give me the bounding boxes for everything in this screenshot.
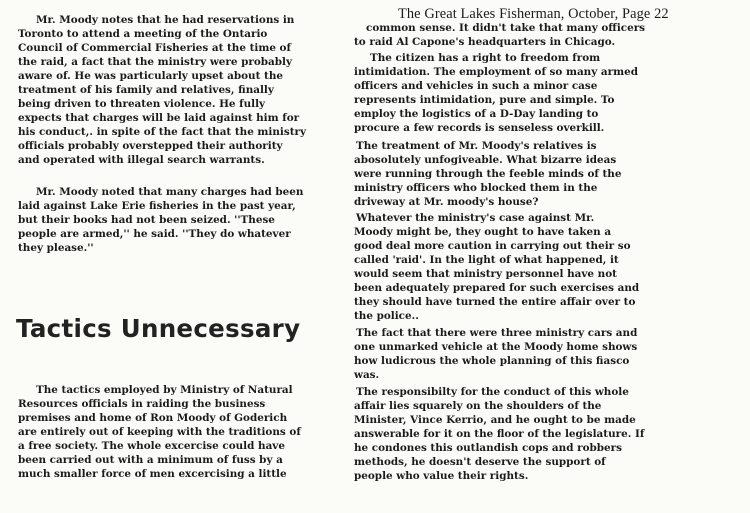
text-line: Mr. Moody notes that he had reservations in xyxy=(36,14,295,26)
text-line: one unmarked vehicle at the Moody home shows xyxy=(354,341,638,353)
section-heading: Tactics Unnecessary xyxy=(16,314,301,343)
text-line: the police.. xyxy=(354,310,419,322)
text-line: a free society. The whole excercise could have xyxy=(18,440,285,452)
text-line: people who value their rights. xyxy=(354,470,529,482)
text-line: represents intimidation, pure and simple. To xyxy=(354,94,615,106)
text-line: Mr. Moody noted that many charges had been xyxy=(36,186,304,198)
text-line: to raid Al Capone's headquarters in Chicago. xyxy=(354,36,616,48)
text-line: The treatment of Mr. Moody's relatives is xyxy=(356,140,597,152)
text-line: laid against Lake Erie fisheries in the past year, xyxy=(18,200,296,212)
text-line: how ludicrous the whole planning of this fiasco xyxy=(354,355,630,367)
text-line: Council of Commercial Fisheries at the time of xyxy=(18,42,291,54)
text-line: Resources officials in raiding the business xyxy=(18,398,266,410)
text-line: officers and vehicles in such a minor case xyxy=(354,80,598,92)
text-line: premises and home of Ron Moody of Goderich xyxy=(18,412,288,424)
text-line: expects that charges will be laid against him for xyxy=(18,112,300,124)
text-line: good deal more caution in carrying out their so xyxy=(354,240,631,252)
text-line: are entirely out of keeping with the traditions of xyxy=(18,426,301,438)
text-line: being driven to threaten violence. He fully xyxy=(18,98,266,110)
text-line: The fact that there were three ministry cars and xyxy=(356,327,638,339)
text-line: would seem that ministry personnel have not xyxy=(354,268,617,280)
text-line: they should have turned the entire affair over to xyxy=(354,296,636,308)
text-line: Whatever the ministry's case against Mr. xyxy=(356,212,595,224)
text-line: he condones this outlandish cops and robbers xyxy=(354,442,622,454)
text-line: answerable for it on the floor of the legislature. If xyxy=(354,428,645,440)
text-line: Toronto to attend a meeting of the Ontario xyxy=(18,28,268,40)
text-line: The responsibilty for the conduct of this whole xyxy=(356,386,629,398)
text-line: but their books had not been seized. ''These xyxy=(18,214,275,226)
text-line: were running through the feeble minds of the xyxy=(354,168,622,180)
text-line: common sense. It didn't take that many officers xyxy=(366,22,646,34)
text-line: was. xyxy=(354,369,380,381)
text-line: officials probably overstepped their authority xyxy=(18,140,283,152)
text-line: been carried out with a minimum of fuss by a xyxy=(18,454,283,466)
text-line: methods, he doesn't deserve the support of xyxy=(354,456,606,468)
text-line: the raid, a fact that the ministry were probably xyxy=(18,56,293,68)
text-line: aware of. He was particularly upset about the xyxy=(18,70,283,82)
text-line: his conduct,. in spite of the fact that the ministry xyxy=(18,126,307,138)
text-line: affair lies squarely on the shoulders of the xyxy=(354,400,602,412)
running-head: The Great Lakes Fisherman, October, Page 22 xyxy=(398,6,669,22)
text-line: The tactics employed by Ministry of Natural xyxy=(36,384,293,396)
text-line: employ the logistics of a D-Day landing to xyxy=(354,108,599,120)
text-line: ministry officers who blocked them in the xyxy=(354,182,598,194)
text-line: Moody might be, they ought to have taken a xyxy=(354,226,612,238)
text-line: procure a few records is senseless overkill. xyxy=(354,122,605,134)
text-line: been adequately prepared for such exercises and xyxy=(354,282,640,294)
text-line: abosolutely unfogiveable. What bizarre ideas xyxy=(354,154,617,166)
text-line: The citizen has a right to freedom from xyxy=(370,52,601,64)
text-line: people are armed,'' he said. ''They do whatever xyxy=(18,228,291,240)
text-line: and operated with illegal search warrants. xyxy=(18,154,265,166)
text-line: called 'raid'. In the light of what happened, it xyxy=(354,254,619,266)
text-line: intimidation. The employment of so many armed xyxy=(354,66,638,78)
text-line: treatment of his family and relatives, finally xyxy=(18,84,274,96)
text-line: driveway at Mr. moody's house? xyxy=(354,196,539,208)
text-line: much smaller force of men excercising a little xyxy=(18,468,287,480)
text-line: they please.'' xyxy=(18,242,94,254)
text-line: Minister, Vince Kerrio, and he ought to be made xyxy=(354,414,636,426)
